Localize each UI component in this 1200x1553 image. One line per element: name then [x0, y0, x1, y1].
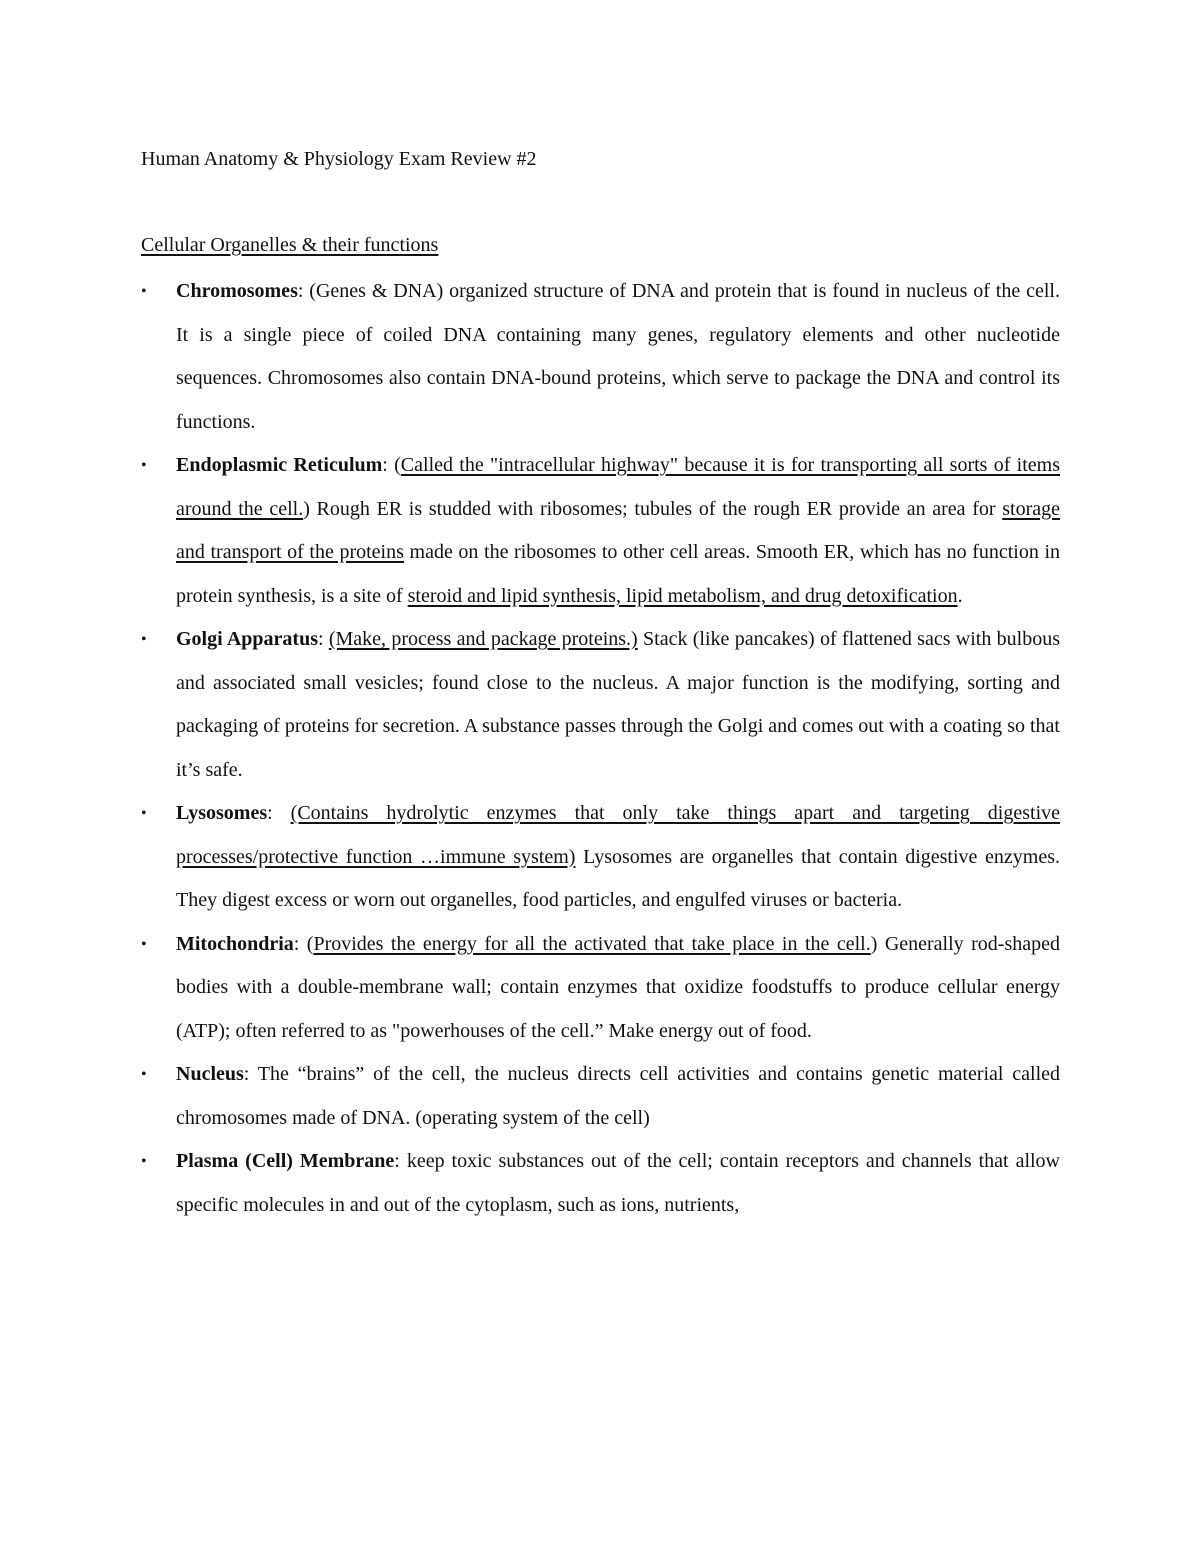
- list-item-chromosomes: [141, 270, 1060, 444]
- bullet-icon: •: [141, 631, 147, 648]
- bullet-icon: •: [141, 283, 147, 300]
- underlined-phrase: (Make, process and package proteins.): [328, 628, 638, 650]
- term-separator: :: [382, 454, 395, 476]
- list-item-mitochondria: [141, 923, 1060, 1054]
- bullet-icon: •: [141, 1066, 147, 1083]
- underlined-phrase: (Contains hydrolytic enzymes that only take things apart and targeting digestive processes/protective function …immune system): [176, 802, 1060, 868]
- list-item-plasma-membrane: [141, 1140, 1060, 1227]
- description-text: made on the ribosomes to other cell areas. Smooth ER, which has no function in protein synthesis, is a site of: [176, 541, 1061, 607]
- bullet-icon: •: [141, 457, 147, 474]
- description-text: (: [306, 932, 314, 955]
- term-mitochondria: Mitochondria: [176, 932, 294, 955]
- list-item-lysosomes: [141, 792, 1060, 923]
- list-item-golgi-apparatus: [141, 618, 1060, 792]
- term-separator: :: [297, 280, 310, 302]
- term-separator: :: [293, 932, 307, 955]
- section-heading: Cellular Organelles & their functions: [141, 234, 439, 256]
- description-text: (: [394, 454, 401, 476]
- description-text: ) Rough ER is studded with ribosomes; tubules of the rough ER provide an area for: [303, 497, 1003, 520]
- document-title: Human Anatomy & Physiology Exam Review #2: [141, 148, 537, 170]
- bullet-icon: •: [141, 935, 147, 953]
- description-text: keep toxic substances out of the cell; contain receptors and channels that allow specific molecules in and out of the cytoplasm, such as ions, nutrients,: [176, 1150, 1060, 1216]
- bullet-icon: •: [141, 1153, 147, 1170]
- description-text: Stack (like pancakes) of flattened sacs with bulbous and associated small vesicles; found close to the nucleus. A major function is the modifying, sorting and packaging of proteins for secretion. A substance passes through the Golgi and comes out with a coating so that it’s safe.: [176, 628, 1060, 781]
- term-endoplasmic-reticulum: Endoplasmic Reticulum: [176, 454, 383, 476]
- underlined-phrase: Provides the energy for all the activated that take place in the cell.: [313, 932, 871, 955]
- term-nucleus: Nucleus: [176, 1063, 244, 1085]
- term-lysosomes: Lysosomes: [176, 802, 268, 824]
- description-text: .: [957, 584, 963, 607]
- term-plasma-membrane: Plasma (Cell) Membrane: [176, 1150, 395, 1172]
- underlined-phrase: Called the "intracellular highway" because it is for transporting all sorts of items around the cell.: [176, 454, 1060, 520]
- description-text: The “brains” of the cell, the nucleus directs cell activities and contains genetic material called chromosomes made of DNA. (operating system of the cell): [176, 1063, 1061, 1129]
- list-item-nucleus: [141, 1053, 1060, 1140]
- description-text: ) Generally rod-shaped bodies with a double-membrane wall; contain enzymes that oxidize foodstuffs to produce cellular energy (ATP); often referred to as "powerhouses of the cell.” Make energy out of food.: [176, 932, 1060, 1042]
- list-item-endoplasmic-reticulum: [141, 444, 1060, 618]
- bullet-icon: •: [141, 805, 147, 822]
- underlined-phrase: storage and transport of the proteins: [176, 497, 1060, 563]
- underlined-phrase: steroid and lipid synthesis, lipid metabolism, and drug detoxification: [407, 584, 958, 607]
- term-separator: :: [318, 628, 329, 650]
- term-separator: :: [267, 802, 291, 824]
- term-separator: :: [243, 1063, 258, 1085]
- description-text: Lysosomes are organelles that contain digestive enzymes. They digest excess or worn out organelles, food particles, and engulfed viruses or bacteria.: [176, 845, 1060, 911]
- description-text: (Genes & DNA) organized structure of DNA and protein that is found in nucleus of the cell. It is a single piece of coiled DNA containing many genes, regulatory elements and other nucleotide sequences. Chromosomes also contain DNA-bound proteins, which serve to package the DNA and control its functions.: [176, 280, 1060, 433]
- organelle-list: [141, 270, 1060, 1227]
- term-golgi-apparatus: Golgi Apparatus: [176, 628, 318, 650]
- term-chromosomes: Chromosomes: [176, 280, 298, 302]
- term-separator: :: [394, 1150, 407, 1172]
